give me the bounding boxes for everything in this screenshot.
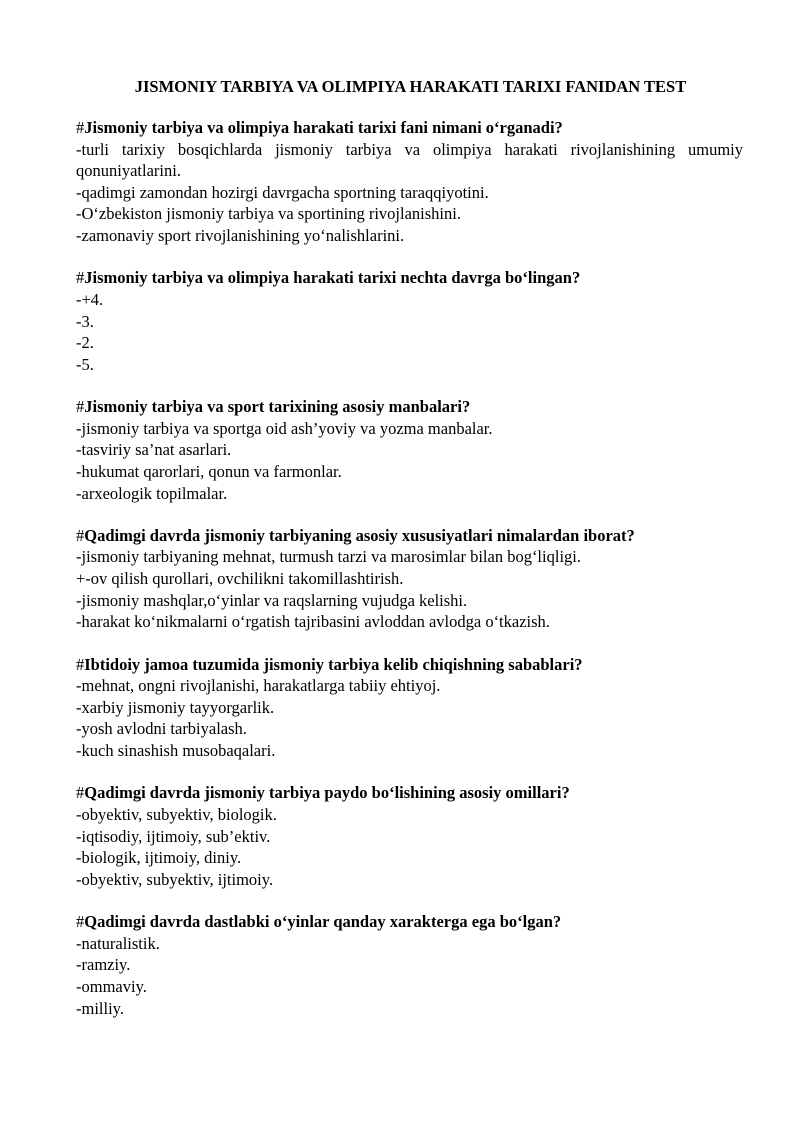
question-label: Jismoniy tarbiya va olimpiya harakati tarixi fani nimani o‘rganadi? [84, 118, 563, 137]
question-marker: # [76, 912, 85, 932]
answer-option: -kuch sinashish musobaqalari. [76, 741, 276, 761]
question-label: Ibtidoiy jamoa tuzumida jismoniy tarbiya kelib chiqishning sabablari? [84, 654, 583, 674]
answer-option: -harakat ko‘nikmalarni o‘rgatish tajribasini avloddan avlodga o‘tkazish. [76, 612, 550, 632]
answer-option: -arxeologik topilmalar. [76, 483, 228, 503]
answer-option: -naturalistik. [76, 933, 160, 953]
question-block [76, 525, 743, 633]
question-text [76, 117, 743, 139]
answer-option: -jismoniy tarbiya va sportga oid ash’yoviy va yozma manbalar. [76, 418, 493, 438]
answer-option: -milliy. [76, 998, 124, 1018]
question-marker: # [76, 397, 85, 417]
question-text [76, 267, 743, 289]
answer-option: -turli tarixiy bosqichlarda jismoniy tarbiya va olimpiya harakati rivojlanishining umumiy qonuniyatlarini. [76, 139, 743, 181]
answer-option: -5. [76, 354, 94, 374]
answer-option: -obyektiv, subyektiv, ijtimoiy. [76, 869, 274, 889]
answer-option: -3. [76, 311, 94, 331]
answer-option: -iqtisodiy, ijtimoiy, sub’ektiv. [76, 826, 271, 846]
question-label: Jismoniy tarbiya va olimpiya harakati tarixi nechta davrga bo‘lingan? [84, 268, 581, 288]
answer-option: -zamonaviy sport rivojlanishining yo‘nalishlarini. [76, 225, 405, 245]
question-marker: # [76, 268, 85, 288]
answer-option: -+4. [76, 289, 104, 309]
question-block [76, 117, 743, 247]
question-text [76, 525, 743, 547]
question-marker: # [76, 118, 85, 137]
document-title: JISMONIY TARBIYA VA OLIMPIYA HARAKATI TARIXI FANIDAN TEST [134, 77, 687, 96]
question-marker: # [76, 525, 85, 545]
answer-option: -qadimgi zamondan hozirgi davrgacha sportning taraqqiyotini. [76, 182, 489, 202]
question-marker: # [76, 783, 85, 803]
question-block [76, 782, 743, 890]
answer-option: -xarbiy jismoniy tayyorgarlik. [76, 697, 275, 717]
answer-option: -yosh avlodni tarbiyalash. [76, 719, 247, 739]
question-list [76, 117, 743, 1019]
question-block [76, 654, 743, 762]
question-block [76, 267, 743, 375]
question-label: Qadimgi davrda dastlabki o‘yinlar qanday xarakterga ega bo‘lgan? [84, 912, 562, 932]
question-text [76, 782, 743, 804]
answer-option: -ramziy. [76, 955, 131, 975]
answer-option: -mehnat, ongni rivojlanishi, harakatlarga tabiiy ehtiyoj. [76, 676, 441, 696]
question-marker: # [76, 654, 85, 674]
answer-option: -jismoniy tarbiyaning mehnat, turmush tarzi va marosimlar bilan bog‘liqligi. [76, 547, 581, 567]
question-label: Jismoniy tarbiya va sport tarixining asosiy manbalari? [84, 397, 471, 417]
answer-option: -2. [76, 333, 94, 353]
question-block [76, 396, 743, 504]
answer-option: -jismoniy mashqlar,o‘yinlar va raqslarning vujudga kelishi. [76, 590, 468, 610]
answer-option: -tasviriy sa’nat asarlari. [76, 440, 232, 460]
question-label: Qadimgi davrda jismoniy tarbiyaning asosiy xususiyatlari nimalardan iborat? [84, 525, 635, 545]
question-text [76, 654, 743, 676]
answer-option: +-ov qilish qurollari, ovchilikni takomillashtirish. [76, 569, 404, 589]
answer-option: -ommaviy. [76, 976, 147, 996]
answer-option: -hukumat qarorlari, qonun va farmonlar. [76, 461, 342, 481]
question-text [76, 911, 743, 933]
answer-option: -O‘zbekiston jismoniy tarbiya va sportining rivojlanishini. [76, 204, 461, 224]
question-block [76, 911, 743, 1019]
answer-option: -obyektiv, subyektiv, biologik. [76, 805, 277, 825]
question-text [76, 396, 743, 418]
answer-option: -biologik, ijtimoiy, diniy. [76, 848, 242, 868]
question-label: Qadimgi davrda jismoniy tarbiya paydo bo‘lishining asosiy omillari? [84, 783, 570, 803]
